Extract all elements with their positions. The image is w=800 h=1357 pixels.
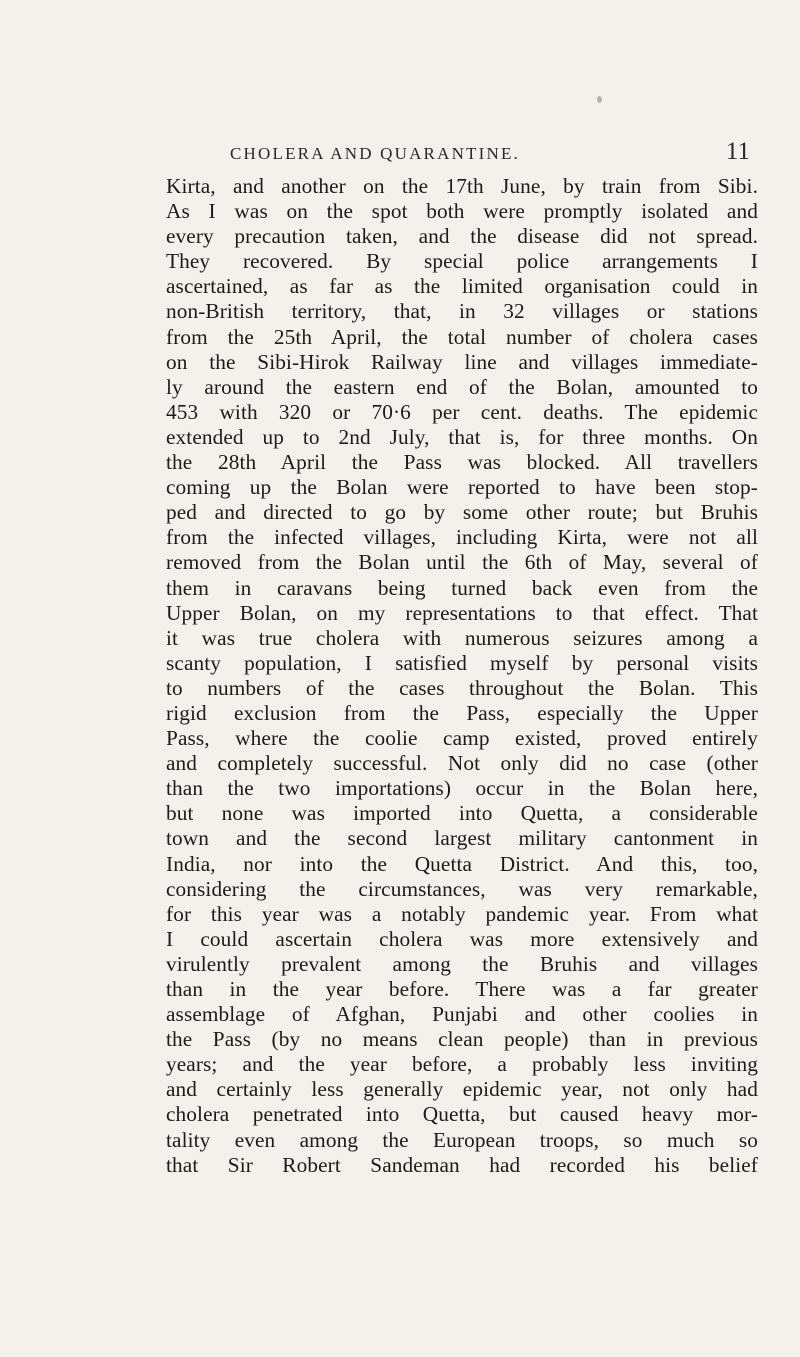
body-paragraph [166, 174, 758, 1178]
paper-speck [597, 96, 602, 103]
text-line: years; and the year before, a probably less inviting [166, 1052, 758, 1077]
text-line: town and the second largest military cantonment in [166, 826, 758, 851]
text-line: from the 25th April, the total number of cholera cases [166, 324, 758, 349]
text-line: Pass, where the coolie camp existed, proved entirely [166, 726, 758, 751]
text-line: They recovered. By special police arrangements I [166, 249, 758, 274]
text-line: tality even among the European troops, so much so [166, 1127, 758, 1152]
text-line: 453 with 320 or 70·6 per cent. deaths. The epidemic [166, 399, 758, 424]
text-line: rigid exclusion from the Pass, especially the Upper [166, 700, 758, 725]
text-line: virulently prevalent among the Bruhis and villages [166, 951, 758, 976]
text-line: India, nor into the Quetta District. And this, too, [166, 851, 758, 876]
text-line: than the two importations) occur in the Bolan here, [166, 776, 758, 801]
text-line: on the Sibi-Hirok Railway line and villages immediate- [166, 349, 758, 374]
text-line: it was true cholera with numerous seizures among a [166, 625, 758, 650]
text-line: the 28th April the Pass was blocked. All travellers [166, 450, 758, 475]
text-line: As I was on the spot both were promptly isolated and [166, 199, 758, 224]
text-line: assemblage of Afghan, Punjabi and other coolies in [166, 1002, 758, 1027]
text-line: Kirta, and another on the 17th June, by train from Sibi. [166, 174, 758, 198]
text-line: them in caravans being turned back even from the [166, 575, 758, 600]
text-line: the Pass (by no means clean people) than in previous [166, 1027, 758, 1052]
page-number: 11 [725, 138, 750, 165]
text-line: extended up to 2nd July, that is, for three months. On [166, 424, 758, 449]
text-line: but none was imported into Quetta, a considerable [166, 801, 758, 826]
text-line: every precaution taken, and the disease did not spread. [166, 224, 758, 249]
text-line: to numbers of the cases throughout the Bolan. This [166, 675, 758, 700]
running-title: CHOLERA AND QUARANTINE. [230, 144, 521, 163]
text-line: cholera penetrated into Quetta, but caused heavy mor- [166, 1102, 758, 1127]
text-line: non-British territory, that, in 32 villages or stations [166, 299, 758, 324]
text-line: from the infected villages, including Kirta, were not all [166, 525, 758, 550]
text-line: removed from the Bolan until the 6th of May, several of [166, 550, 758, 575]
text-line: than in the year before. There was a far greater [166, 977, 758, 1001]
page-header [168, 138, 752, 170]
text-line: I could ascertain cholera was more extensively and [166, 926, 758, 951]
text-line: coming up the Bolan were reported to have been stop- [166, 475, 758, 500]
text-line: that Sir Robert Sandeman had recorded his belief [166, 1152, 758, 1177]
text-line: scanty population, I satisfied myself by personal visits [166, 650, 758, 675]
text-line: ped and directed to go by some other route; but Bruhis [166, 500, 758, 525]
text-line: Upper Bolan, on my representations to that effect. That [166, 600, 758, 625]
text-line: ly around the eastern end of the Bolan, amounted to [166, 374, 758, 399]
text-line: for this year was a notably pandemic year. From what [166, 901, 758, 926]
text-line: ascertained, as far as the limited organisation could in [166, 274, 758, 299]
text-line: and certainly less generally epidemic year, not only had [166, 1077, 758, 1102]
text-line: considering the circumstances, was very remarkable, [166, 876, 758, 901]
text-line: and completely successful. Not only did no case (other [166, 751, 758, 776]
